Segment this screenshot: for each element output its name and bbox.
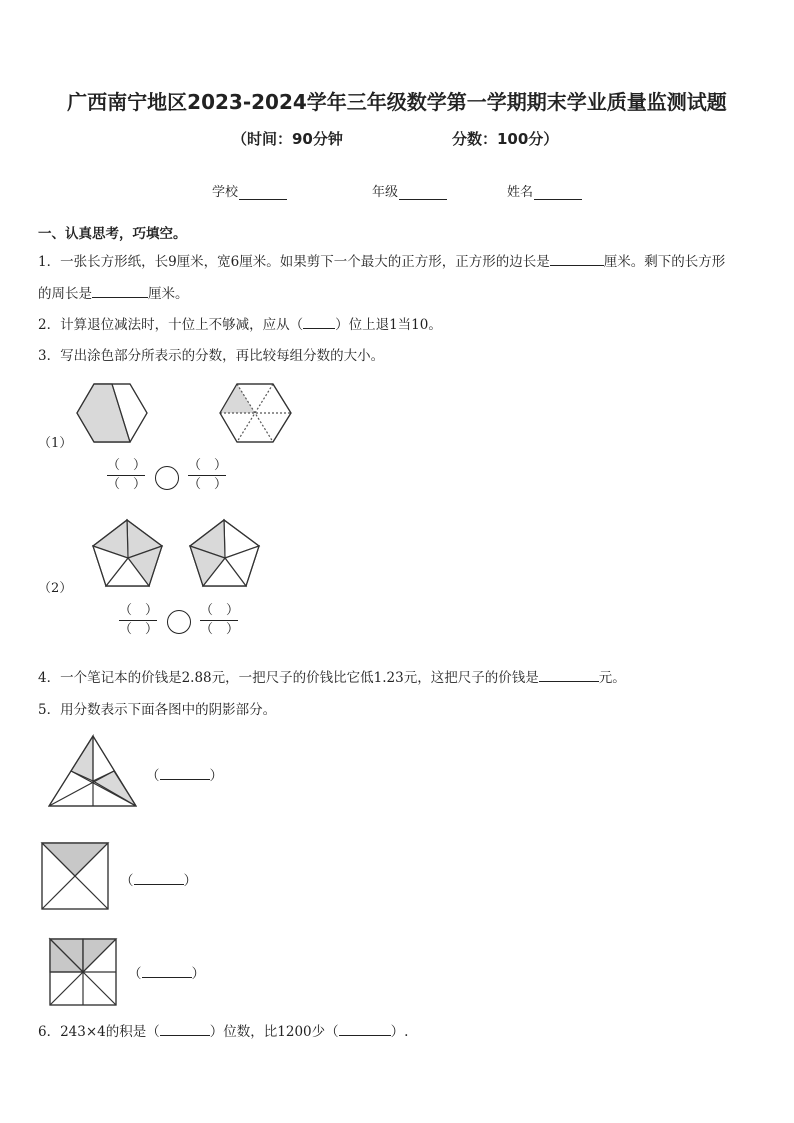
triangle-figure (49, 736, 136, 806)
question-6-text: 6．243×4的积是（ (38, 1024, 160, 1040)
question-1-text: 厘米。 (148, 286, 189, 302)
question-6-text: ）. (390, 1024, 409, 1040)
question-4-text: 4．一个笔记本的价钱是2.88元，一把尺子的价钱比它低1.23元，这把尺子的价钱是 (38, 670, 539, 686)
name-label: 姓名 (507, 185, 534, 200)
exam-title: 广西南宁地区2023-2024学年三年级数学第一学期期末学业质量监测试题 (67, 90, 727, 114)
school-label: 学校 (212, 185, 239, 200)
question-4 (38, 666, 626, 686)
sub-question-label: （1） (38, 436, 73, 451)
name-field (507, 181, 582, 200)
school-blank[interactable] (239, 187, 287, 200)
square-eighths-figure (50, 939, 116, 1005)
name-blank[interactable] (534, 187, 582, 200)
answer-paren-1: （ ） (146, 764, 223, 784)
answer-paren-2: （ ） (120, 869, 197, 889)
compare-circle[interactable] (155, 466, 179, 490)
section-heading: 一、认真思考，巧填空。 (38, 226, 187, 242)
question-1-text: 的周长是 (38, 286, 92, 302)
answer-blank[interactable] (303, 314, 335, 329)
exam-score: 分数：100分） (452, 130, 559, 148)
question-4-text: 元。 (598, 670, 626, 686)
question-3: 3．写出涂色部分所表示的分数，再比较每组分数的大小。 (38, 348, 385, 364)
question-1-text: 1．一张长方形纸，长9厘米，宽6厘米。如果剪下一个最大的正方形，正方形的边长是 (38, 254, 550, 270)
fraction-blank[interactable]: （ ） （ ） (188, 458, 228, 492)
answer-blank[interactable] (539, 667, 599, 682)
answer-blank[interactable] (92, 283, 148, 298)
fraction-blank[interactable]: （ ） （ ） (119, 603, 159, 637)
pentagon-figure-1 (93, 520, 162, 586)
exam-time: （时间：90分钟 (232, 130, 343, 148)
question-2-text: ）位上退1当10。 (335, 317, 442, 333)
answer-blank[interactable] (550, 251, 604, 266)
question-1-text: 厘米。剩下的长方形 (603, 254, 726, 270)
hexagon-figure-1 (77, 384, 147, 442)
fraction-blank[interactable]: （ ） （ ） (107, 458, 147, 492)
question-1-line-2 (38, 282, 189, 302)
question-5: 5．用分数表示下面各图中的阴影部分。 (38, 702, 277, 718)
answer-blank[interactable] (134, 870, 184, 885)
school-field (212, 181, 287, 200)
grade-field (372, 181, 447, 200)
compare-circle[interactable] (167, 610, 191, 634)
question-1-line-1 (38, 250, 725, 270)
question-6 (38, 1020, 408, 1040)
square-x-figure (42, 843, 108, 909)
fraction-blank[interactable]: （ ） （ ） (200, 603, 240, 637)
answer-blank[interactable] (142, 963, 192, 978)
hexagon-figure-2 (220, 384, 291, 442)
question-2 (38, 313, 442, 333)
answer-blank[interactable] (160, 1021, 210, 1036)
grade-blank[interactable] (399, 187, 447, 200)
sub-question-label: （2） (38, 581, 73, 596)
answer-blank[interactable] (339, 1021, 391, 1036)
answer-paren-3: （ ） (128, 962, 205, 982)
answer-blank[interactable] (160, 765, 210, 780)
pentagon-figure-2 (190, 520, 259, 586)
grade-label: 年级 (372, 185, 399, 200)
question-6-text: ）位数，比1200少（ (209, 1024, 339, 1040)
question-2-text: 2．计算退位减法时，十位上不够减，应从（ (38, 317, 304, 333)
